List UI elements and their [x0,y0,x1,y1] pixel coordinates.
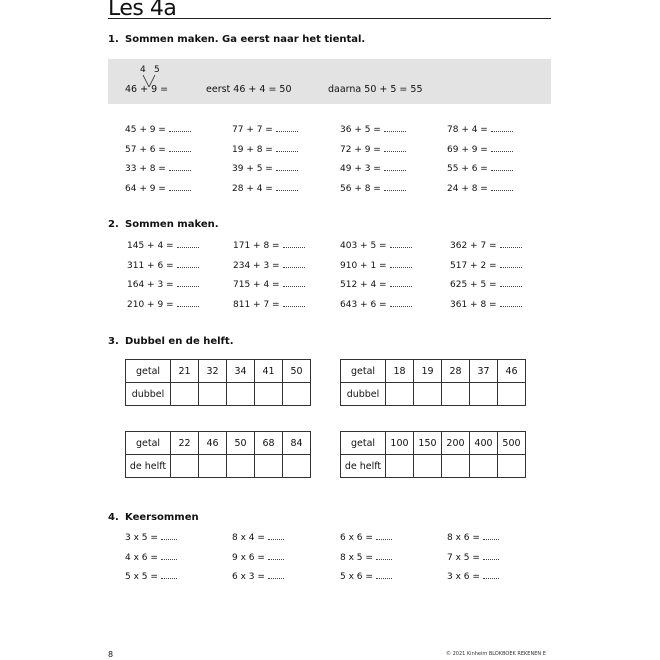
split-part-b: 5 [154,65,160,75]
table-value: 22 [171,432,199,455]
table-row-label: dubbel [126,383,171,406]
table-value: 84 [283,432,311,455]
example-step-2: daarna 50 + 5 = 55 [328,84,423,95]
exercise-item: 8 x 4 = [232,532,284,552]
answer-blank[interactable] [283,260,305,268]
answer-cell[interactable] [386,383,414,406]
section-1-heading [108,34,365,45]
answer-cell[interactable] [498,455,526,478]
exercise-item: 517 + 2 = [450,260,522,280]
answer-cell[interactable] [283,383,311,406]
table-value: 50 [283,360,311,383]
exercise-item: 361 + 8 = [450,299,522,319]
answer-blank[interactable] [483,552,499,560]
exercise-item: 910 + 1 = [340,260,412,280]
exercise-item: 56 + 8 = [340,183,406,203]
answer-blank[interactable] [276,183,298,191]
table-header-label: getal [126,360,171,383]
exercise-item: 171 + 8 = [233,240,305,260]
section-3-heading [108,336,234,347]
answer-blank[interactable] [283,299,305,307]
exercise-item: 811 + 7 = [233,299,305,319]
section-number: 3. [108,336,119,347]
answer-blank[interactable] [376,532,392,540]
table-value: 34 [227,360,255,383]
answer-cell[interactable] [414,455,442,478]
answer-blank[interactable] [491,124,513,132]
answer-blank[interactable] [268,552,284,560]
exercise-item: 55 + 6 = [447,163,513,183]
double-table-2 [340,359,526,406]
exercise-item: 234 + 3 = [233,260,305,280]
answer-blank[interactable] [169,163,191,171]
answer-blank[interactable] [169,124,191,132]
exercise-item: 362 + 7 = [450,240,522,260]
exercise-item: 7 x 5 = [447,552,499,572]
answer-blank[interactable] [276,124,298,132]
double-table-1 [125,359,311,406]
answer-blank[interactable] [283,240,305,248]
exercise-item: 33 + 8 = [125,163,191,183]
exercise-item: 164 + 3 = [127,279,199,299]
exercise-item: 210 + 9 = [127,299,199,319]
split-part-a: 4 [140,65,146,75]
page-number: 8 [108,650,114,659]
exercise-item: 145 + 4 = [127,240,199,260]
answer-cell[interactable] [227,455,255,478]
answer-blank[interactable] [177,299,199,307]
answer-blank[interactable] [390,260,412,268]
answer-blank[interactable] [384,144,406,152]
section-number: 4. [108,512,119,523]
exercise-item: 36 + 5 = [340,124,406,144]
exercise-item: 9 x 6 = [232,552,284,572]
section-2-exercises [127,240,567,320]
answer-blank[interactable] [276,163,298,171]
answer-cell[interactable] [470,383,498,406]
table-row-label: de helft [341,455,386,478]
exercise-item: 3 x 5 = [125,532,177,552]
section-number: 2. [108,219,119,230]
answer-blank[interactable] [376,571,392,579]
example-box [108,59,551,104]
table-value: 100 [386,432,414,455]
answer-blank[interactable] [161,552,177,560]
answer-blank[interactable] [169,183,191,191]
section-1-exercises [125,124,565,204]
exercise-item: 6 x 3 = [232,571,284,591]
answer-cell[interactable] [255,383,283,406]
exercise-item: 8 x 6 = [447,532,499,552]
answer-blank[interactable] [384,183,406,191]
section-4-heading [108,512,199,523]
split-lines [108,59,551,104]
answer-cell[interactable] [199,383,227,406]
table-value: 200 [442,432,470,455]
exercise-item: 77 + 7 = [232,124,298,144]
answer-cell[interactable] [414,383,442,406]
answer-blank[interactable] [376,552,392,560]
answer-blank[interactable] [384,163,406,171]
page-title: Les 4a [108,0,177,21]
answer-blank[interactable] [177,240,199,248]
exercise-item: 512 + 4 = [340,279,412,299]
exercise-item: 45 + 9 = [125,124,191,144]
table-row-label: dubbel [341,383,386,406]
answer-blank[interactable] [169,144,191,152]
answer-blank[interactable] [161,532,177,540]
answer-blank[interactable] [390,299,412,307]
section-2-heading [108,219,219,230]
answer-blank[interactable] [500,260,522,268]
answer-blank[interactable] [177,279,199,287]
section-number: 1. [108,34,119,45]
answer-cell[interactable] [470,455,498,478]
table-value: 41 [255,360,283,383]
exercise-item: 625 + 5 = [450,279,522,299]
answer-blank[interactable] [177,260,199,268]
exercise-item: 4 x 6 = [125,552,177,572]
answer-blank[interactable] [483,532,499,540]
answer-blank[interactable] [500,240,522,248]
exercise-item: 403 + 5 = [340,240,412,260]
answer-blank[interactable] [161,571,177,579]
exercise-item: 24 + 8 = [447,183,513,203]
exercise-item: 5 x 5 = [125,571,177,591]
answer-blank[interactable] [384,124,406,132]
answer-cell[interactable] [171,383,199,406]
half-table-2 [340,431,526,478]
answer-blank[interactable] [491,144,513,152]
answer-blank[interactable] [483,571,499,579]
answer-blank[interactable] [268,532,284,540]
table-header-label: getal [341,360,386,383]
table-header-label: getal [341,432,386,455]
exercise-item: 311 + 6 = [127,260,199,280]
answer-blank[interactable] [390,279,412,287]
section-4-exercises [125,532,565,592]
table-value: 68 [255,432,283,455]
exercise-item: 6 x 6 = [340,532,392,552]
example-step-1: eerst 46 + 4 = 50 [206,84,292,95]
table-value: 150 [414,432,442,455]
section-title: Dubbel en de helft. [125,336,234,347]
exercise-item: 39 + 5 = [232,163,298,183]
exercise-item: 78 + 4 = [447,124,513,144]
answer-cell[interactable] [199,455,227,478]
exercise-item: 643 + 6 = [340,299,412,319]
exercise-item: 64 + 9 = [125,183,191,203]
exercise-item: 28 + 4 = [232,183,298,203]
example-sum: 46 + 9 = [125,84,169,95]
answer-cell[interactable] [498,383,526,406]
exercise-item: 19 + 8 = [232,144,298,164]
table-value: 500 [498,432,526,455]
title-rule [108,18,551,19]
table-header-label: getal [126,432,171,455]
section-title: Sommen maken. [125,219,219,230]
answer-blank[interactable] [500,299,522,307]
answer-cell[interactable] [283,455,311,478]
answer-blank[interactable] [500,279,522,287]
answer-blank[interactable] [283,279,305,287]
exercise-item: 5 x 6 = [340,571,392,591]
answer-blank[interactable] [491,163,513,171]
table-value: 37 [470,360,498,383]
table-row-label: de helft [126,455,171,478]
table-value: 28 [442,360,470,383]
answer-blank[interactable] [491,183,513,191]
answer-blank[interactable] [268,571,284,579]
exercise-item: 57 + 6 = [125,144,191,164]
table-value: 19 [414,360,442,383]
exercise-item: 3 x 6 = [447,571,499,591]
table-value: 46 [498,360,526,383]
table-value: 400 [470,432,498,455]
section-title: Keersommen [125,512,199,523]
exercise-item: 49 + 3 = [340,163,406,183]
exercise-item: 8 x 5 = [340,552,392,572]
answer-cell[interactable] [255,455,283,478]
answer-cell[interactable] [442,383,470,406]
half-table-1 [125,431,311,478]
answer-cell[interactable] [227,383,255,406]
answer-cell[interactable] [442,455,470,478]
table-value: 46 [199,432,227,455]
exercise-item: 72 + 9 = [340,144,406,164]
table-value: 32 [199,360,227,383]
footer-copyright: © 2021 Kinheim BLOKBOEK REKENEN E [446,651,546,657]
answer-cell[interactable] [386,455,414,478]
table-value: 50 [227,432,255,455]
exercise-item: 715 + 4 = [233,279,305,299]
answer-blank[interactable] [276,144,298,152]
table-value: 21 [171,360,199,383]
table-value: 18 [386,360,414,383]
answer-blank[interactable] [390,240,412,248]
section-title: Sommen maken. Ga eerst naar het tiental. [125,34,366,45]
answer-cell[interactable] [171,455,199,478]
exercise-item: 69 + 9 = [447,144,513,164]
